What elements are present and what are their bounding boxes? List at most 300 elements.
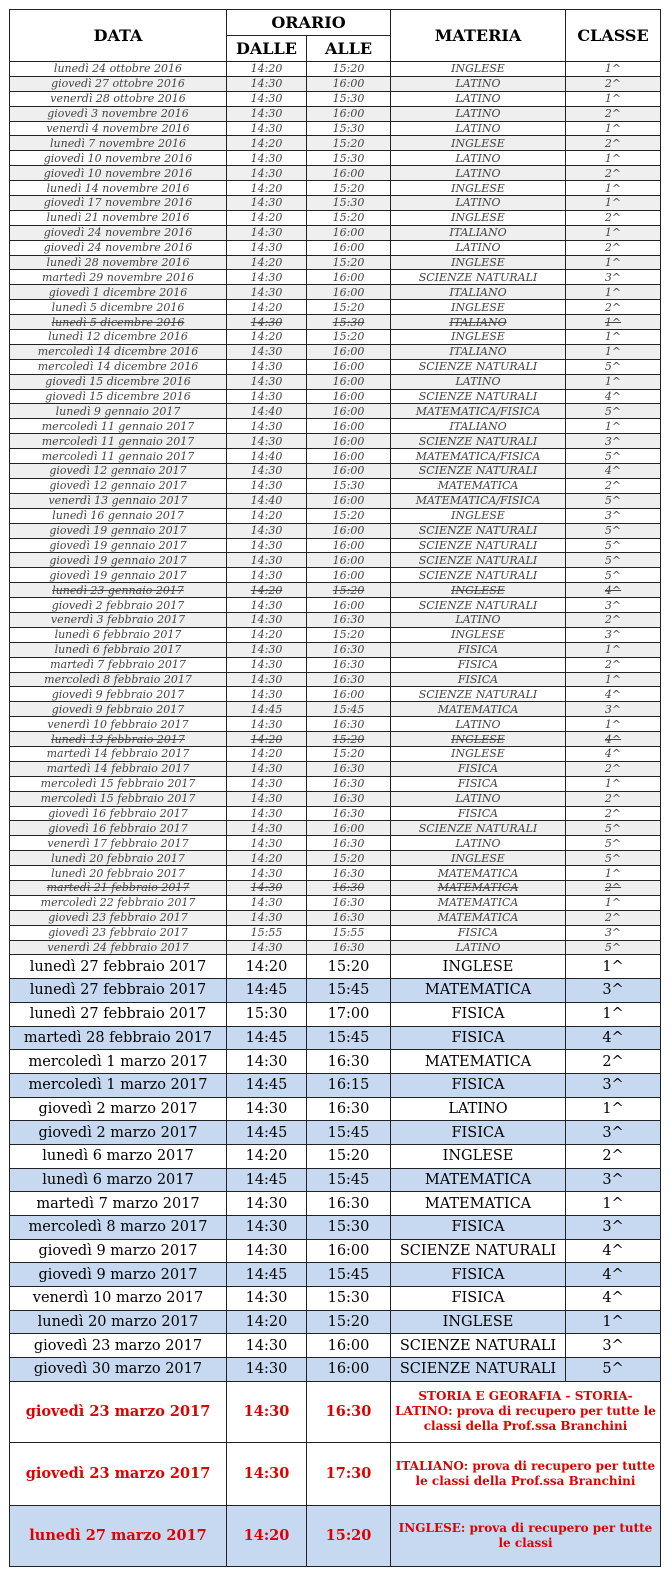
table-row-past bbox=[10, 166, 661, 181]
cell-dalle: 14:30 bbox=[227, 1216, 307, 1240]
cell-materia: LATINO bbox=[391, 791, 566, 806]
cell-alle: 16:00 bbox=[307, 434, 391, 449]
table-row-past bbox=[10, 434, 661, 449]
table-row-past bbox=[10, 657, 661, 672]
cell-dalle: 14:30 bbox=[227, 806, 307, 821]
cell-materia: INGLESE bbox=[391, 1144, 566, 1168]
cell-dalle: 14:20 bbox=[227, 1144, 307, 1168]
table-row-past bbox=[10, 91, 661, 106]
cell-classe: 2^ bbox=[566, 880, 661, 895]
cell-data: mercoledì 1 marzo 2017 bbox=[10, 1073, 227, 1097]
cell-materia: MATEMATICA bbox=[391, 702, 566, 717]
cell-dalle: 14:40 bbox=[227, 449, 307, 464]
cell-classe: 1^ bbox=[566, 62, 661, 77]
table-row-past bbox=[10, 181, 661, 196]
cell-data: mercoledì 11 gennaio 2017 bbox=[10, 419, 227, 434]
table-row-past bbox=[10, 389, 661, 404]
cell-dalle: 14:30 bbox=[227, 285, 307, 300]
cell-data: lunedì 16 gennaio 2017 bbox=[10, 508, 227, 523]
cell-classe: 3^ bbox=[566, 925, 661, 940]
cell-dalle: 14:20 bbox=[227, 62, 307, 77]
cell-alle: 16:00 bbox=[307, 493, 391, 508]
cell-alle: 15:30 bbox=[307, 91, 391, 106]
table-row-past bbox=[10, 866, 661, 881]
cell-classe: 2^ bbox=[566, 478, 661, 493]
table-row-past bbox=[10, 895, 661, 910]
cell-materia: SCIENZE NATURALI bbox=[391, 464, 566, 479]
cell-data: lunedì 28 novembre 2016 bbox=[10, 255, 227, 270]
cell-classe: 3^ bbox=[566, 434, 661, 449]
cell-alle: 16:30 bbox=[307, 672, 391, 687]
cell-classe: 1^ bbox=[566, 419, 661, 434]
cell-classe: 2^ bbox=[566, 166, 661, 181]
cell-data: giovedì 19 gennaio 2017 bbox=[10, 523, 227, 538]
cell-dalle: 14:30 bbox=[227, 1192, 307, 1216]
cell-data: giovedì 30 marzo 2017 bbox=[10, 1358, 227, 1382]
cell-dalle: 14:30 bbox=[227, 121, 307, 136]
cell-alle: 16:30 bbox=[307, 806, 391, 821]
table-row-past bbox=[10, 836, 661, 851]
cell-alle: 15:45 bbox=[307, 702, 391, 717]
cell-classe: 1^ bbox=[566, 1097, 661, 1121]
cell-data: mercoledì 14 dicembre 2016 bbox=[10, 359, 227, 374]
cell-alle: 16:00 bbox=[307, 359, 391, 374]
cell-dalle: 14:30 bbox=[227, 642, 307, 657]
column-header-orario: ORARIO bbox=[227, 10, 391, 36]
column-header-dalle: DALLE bbox=[227, 36, 307, 62]
cell-dalle: 14:30 bbox=[227, 464, 307, 479]
cell-alle: 16:00 bbox=[307, 374, 391, 389]
cell-dalle: 14:30 bbox=[227, 315, 307, 330]
cell-dalle: 14:20 bbox=[227, 1505, 307, 1566]
cell-data: venerdì 24 febbraio 2017 bbox=[10, 940, 227, 955]
cell-materia: ITALIANO bbox=[391, 285, 566, 300]
cell-alle: 15:20 bbox=[307, 181, 391, 196]
cell-classe: 5^ bbox=[566, 404, 661, 419]
table-row-past bbox=[10, 374, 661, 389]
cell-dalle: 14:30 bbox=[227, 940, 307, 955]
cell-alle: 16:00 bbox=[307, 821, 391, 836]
table-row-past bbox=[10, 285, 661, 300]
cell-alle: 15:20 bbox=[307, 732, 391, 747]
cell-data: martedì 21 febbraio 2017 bbox=[10, 880, 227, 895]
cell-data: giovedì 2 marzo 2017 bbox=[10, 1121, 227, 1145]
cell-dalle: 14:30 bbox=[227, 821, 307, 836]
table-row bbox=[10, 1310, 661, 1334]
cell-materia: LATINO bbox=[391, 836, 566, 851]
cell-materia: MATEMATICA/FISICA bbox=[391, 493, 566, 508]
cell-dalle: 14:30 bbox=[227, 880, 307, 895]
column-header-data: DATA bbox=[10, 10, 227, 62]
cell-data: lunedì 6 marzo 2017 bbox=[10, 1144, 227, 1168]
cell-dalle: 14:20 bbox=[227, 330, 307, 345]
cell-dalle: 14:30 bbox=[227, 389, 307, 404]
cell-dalle: 14:30 bbox=[227, 151, 307, 166]
cell-data: giovedì 23 marzo 2017 bbox=[10, 1334, 227, 1358]
cell-alle: 16:30 bbox=[307, 791, 391, 806]
cell-data: giovedì 23 febbraio 2017 bbox=[10, 925, 227, 940]
cell-data: lunedì 20 febbraio 2017 bbox=[10, 851, 227, 866]
table-row-past bbox=[10, 538, 661, 553]
cell-materia: SCIENZE NATURALI bbox=[391, 821, 566, 836]
table-row-past bbox=[10, 910, 661, 925]
cell-dalle: 14:30 bbox=[227, 895, 307, 910]
cell-classe: 5^ bbox=[566, 836, 661, 851]
cell-dalle: 14:30 bbox=[227, 1287, 307, 1311]
cell-data: lunedì 13 febbraio 2017 bbox=[10, 732, 227, 747]
table-row bbox=[10, 1192, 661, 1216]
table-row bbox=[10, 1026, 661, 1050]
cell-data: lunedì 27 marzo 2017 bbox=[10, 1505, 227, 1566]
cell-materia: INGLESE bbox=[391, 746, 566, 761]
cell-data: giovedì 2 febbraio 2017 bbox=[10, 598, 227, 613]
cell-alle: 16:30 bbox=[307, 717, 391, 732]
cell-data: giovedì 19 gennaio 2017 bbox=[10, 553, 227, 568]
cell-data: martedì 7 marzo 2017 bbox=[10, 1192, 227, 1216]
cell-materia: MATEMATICA bbox=[391, 866, 566, 881]
cell-dalle: 14:45 bbox=[227, 1263, 307, 1287]
cell-dalle: 14:30 bbox=[227, 836, 307, 851]
table-row-past bbox=[10, 642, 661, 657]
cell-data: giovedì 10 novembre 2016 bbox=[10, 151, 227, 166]
cell-alle: 15:20 bbox=[307, 1144, 391, 1168]
cell-dalle: 14:45 bbox=[227, 1073, 307, 1097]
table-header bbox=[10, 10, 661, 62]
cell-dalle: 14:20 bbox=[227, 732, 307, 747]
table-row-cancelled bbox=[10, 880, 661, 895]
cell-dalle: 14:30 bbox=[227, 761, 307, 776]
cell-alle: 15:20 bbox=[307, 627, 391, 642]
cell-classe: 5^ bbox=[566, 449, 661, 464]
cell-classe: 3^ bbox=[566, 1168, 661, 1192]
cell-materia: FISICA bbox=[391, 1002, 566, 1026]
cell-dalle: 15:55 bbox=[227, 925, 307, 940]
table-row-past bbox=[10, 851, 661, 866]
table-row-past bbox=[10, 508, 661, 523]
table-row-past bbox=[10, 598, 661, 613]
cell-data: mercoledì 11 gennaio 2017 bbox=[10, 449, 227, 464]
cell-dalle: 14:30 bbox=[227, 687, 307, 702]
schedule-document bbox=[9, 9, 661, 1567]
cell-materia: INGLESE bbox=[391, 508, 566, 523]
schedule-table bbox=[9, 9, 661, 1567]
table-row-past bbox=[10, 925, 661, 940]
table-row-recovery-exam bbox=[10, 1381, 661, 1442]
cell-classe: 2^ bbox=[566, 76, 661, 91]
cell-alle: 16:30 bbox=[307, 1192, 391, 1216]
cell-classe: 1^ bbox=[566, 672, 661, 687]
cell-materia: ITALIANO bbox=[391, 419, 566, 434]
cell-data: giovedì 16 febbraio 2017 bbox=[10, 806, 227, 821]
table-row-past bbox=[10, 344, 661, 359]
table-row-past bbox=[10, 196, 661, 211]
cell-data: giovedì 1 dicembre 2016 bbox=[10, 285, 227, 300]
table-row-recovery-exam bbox=[10, 1505, 661, 1566]
cell-alle: 15:20 bbox=[307, 1310, 391, 1334]
cell-classe: 3^ bbox=[566, 1334, 661, 1358]
cell-classe: 3^ bbox=[566, 270, 661, 285]
cell-alle: 16:00 bbox=[307, 166, 391, 181]
cell-alle: 15:20 bbox=[307, 746, 391, 761]
cell-classe: 1^ bbox=[566, 1192, 661, 1216]
cell-materia: SCIENZE NATURALI bbox=[391, 389, 566, 404]
cell-alle: 16:00 bbox=[307, 1334, 391, 1358]
table-row-past bbox=[10, 121, 661, 136]
cell-dalle: 14:20 bbox=[227, 210, 307, 225]
cell-alle: 15:20 bbox=[307, 1505, 391, 1566]
cell-materia: INGLESE bbox=[391, 955, 566, 979]
cell-alle: 15:30 bbox=[307, 478, 391, 493]
table-row-past bbox=[10, 255, 661, 270]
table-row bbox=[10, 1263, 661, 1287]
cell-dalle: 14:20 bbox=[227, 583, 307, 598]
cell-materia: MATEMATICA/FISICA bbox=[391, 404, 566, 419]
cell-data: lunedì 12 dicembre 2016 bbox=[10, 330, 227, 345]
cell-data: lunedì 21 novembre 2016 bbox=[10, 210, 227, 225]
cell-alle: 16:00 bbox=[307, 404, 391, 419]
cell-classe: 2^ bbox=[566, 240, 661, 255]
table-row-past bbox=[10, 330, 661, 345]
cell-alle: 15:30 bbox=[307, 151, 391, 166]
cell-classe: 1^ bbox=[566, 955, 661, 979]
cell-dalle: 14:30 bbox=[227, 612, 307, 627]
table-row-past bbox=[10, 806, 661, 821]
cell-classe: 4^ bbox=[566, 687, 661, 702]
table-body bbox=[10, 62, 661, 1567]
cell-data: martedì 14 febbraio 2017 bbox=[10, 746, 227, 761]
table-row-past bbox=[10, 791, 661, 806]
cell-alle: 16:15 bbox=[307, 1073, 391, 1097]
cell-data: mercoledì 8 marzo 2017 bbox=[10, 1216, 227, 1240]
cell-data: lunedì 9 gennaio 2017 bbox=[10, 404, 227, 419]
table-row-past bbox=[10, 76, 661, 91]
cell-dalle: 14:30 bbox=[227, 672, 307, 687]
cell-data: venerdì 28 ottobre 2016 bbox=[10, 91, 227, 106]
cell-materia: MATEMATICA bbox=[391, 1168, 566, 1192]
cell-data: lunedì 20 marzo 2017 bbox=[10, 1310, 227, 1334]
cell-classe: 4^ bbox=[566, 464, 661, 479]
cell-materia: LATINO bbox=[391, 166, 566, 181]
cell-classe: 1^ bbox=[566, 255, 661, 270]
cell-classe: 5^ bbox=[566, 553, 661, 568]
cell-alle: 16:30 bbox=[307, 880, 391, 895]
cell-data: giovedì 23 marzo 2017 bbox=[10, 1381, 227, 1442]
cell-alle: 16:30 bbox=[307, 612, 391, 627]
cell-data: lunedì 5 dicembre 2016 bbox=[10, 300, 227, 315]
cell-materia: INGLESE bbox=[391, 136, 566, 151]
cell-materia: FISICA bbox=[391, 806, 566, 821]
cell-materia: LATINO bbox=[391, 612, 566, 627]
cell-classe: 5^ bbox=[566, 851, 661, 866]
cell-alle: 16:00 bbox=[307, 553, 391, 568]
cell-data: giovedì 2 marzo 2017 bbox=[10, 1097, 227, 1121]
cell-dalle: 14:30 bbox=[227, 523, 307, 538]
cell-data: giovedì 9 febbraio 2017 bbox=[10, 702, 227, 717]
table-row-past bbox=[10, 240, 661, 255]
cell-materia: INGLESE bbox=[391, 181, 566, 196]
cell-alle: 15:20 bbox=[307, 508, 391, 523]
cell-classe: 3^ bbox=[566, 1121, 661, 1145]
cell-dalle: 14:30 bbox=[227, 1334, 307, 1358]
column-header-classe: CLASSE bbox=[566, 10, 661, 62]
cell-alle: 15:45 bbox=[307, 1026, 391, 1050]
cell-dalle: 14:20 bbox=[227, 627, 307, 642]
table-row-past bbox=[10, 478, 661, 493]
cell-alle: 15:45 bbox=[307, 979, 391, 1003]
cell-materia: FISICA bbox=[391, 1073, 566, 1097]
cell-materia: INGLESE bbox=[391, 583, 566, 598]
cell-alle: 16:00 bbox=[307, 464, 391, 479]
cell-classe: 5^ bbox=[566, 493, 661, 508]
cell-classe: 2^ bbox=[566, 806, 661, 821]
cell-data: lunedì 27 febbraio 2017 bbox=[10, 1002, 227, 1026]
cell-data: lunedì 23 gennaio 2017 bbox=[10, 583, 227, 598]
table-row-past bbox=[10, 62, 661, 77]
cell-data: mercoledì 1 marzo 2017 bbox=[10, 1050, 227, 1074]
table-row-past bbox=[10, 553, 661, 568]
cell-dalle: 14:30 bbox=[227, 166, 307, 181]
cell-alle: 16:00 bbox=[307, 538, 391, 553]
cell-alle: 16:00 bbox=[307, 449, 391, 464]
cell-dalle: 14:30 bbox=[227, 359, 307, 374]
cell-classe: 3^ bbox=[566, 627, 661, 642]
cell-alle: 16:30 bbox=[307, 866, 391, 881]
cell-dalle: 14:30 bbox=[227, 1358, 307, 1382]
cell-data: giovedì 9 marzo 2017 bbox=[10, 1239, 227, 1263]
cell-dalle: 14:45 bbox=[227, 702, 307, 717]
cell-materia: FISICA bbox=[391, 1216, 566, 1240]
cell-materia: FISICA bbox=[391, 642, 566, 657]
cell-materia: SCIENZE NATURALI bbox=[391, 1334, 566, 1358]
cell-materia: ITALIANO bbox=[391, 344, 566, 359]
cell-dalle: 14:30 bbox=[227, 553, 307, 568]
cell-alle: 16:00 bbox=[307, 687, 391, 702]
cell-alle: 16:00 bbox=[307, 523, 391, 538]
table-row bbox=[10, 1073, 661, 1097]
cell-dalle: 14:30 bbox=[227, 910, 307, 925]
cell-classe: 4^ bbox=[566, 1263, 661, 1287]
cell-materia: SCIENZE NATURALI bbox=[391, 568, 566, 583]
table-row bbox=[10, 1287, 661, 1311]
cell-classe: 1^ bbox=[566, 344, 661, 359]
table-row bbox=[10, 1168, 661, 1192]
cell-data: giovedì 15 dicembre 2016 bbox=[10, 389, 227, 404]
cell-alle: 15:30 bbox=[307, 196, 391, 211]
table-row-past bbox=[10, 464, 661, 479]
cell-classe: 2^ bbox=[566, 1144, 661, 1168]
cell-dalle: 14:30 bbox=[227, 478, 307, 493]
cell-dalle: 14:45 bbox=[227, 1168, 307, 1192]
table-row-past bbox=[10, 106, 661, 121]
cell-data: lunedì 27 febbraio 2017 bbox=[10, 955, 227, 979]
cell-classe: 1^ bbox=[566, 121, 661, 136]
table-row bbox=[10, 1216, 661, 1240]
cell-data: martedì 28 febbraio 2017 bbox=[10, 1026, 227, 1050]
cell-data: mercoledì 8 febbraio 2017 bbox=[10, 672, 227, 687]
cell-alle: 17:30 bbox=[307, 1442, 391, 1505]
cell-dalle: 14:45 bbox=[227, 979, 307, 1003]
cell-data: giovedì 10 novembre 2016 bbox=[10, 166, 227, 181]
cell-dalle: 14:20 bbox=[227, 508, 307, 523]
cell-classe: 3^ bbox=[566, 1073, 661, 1097]
cell-materia: LATINO bbox=[391, 196, 566, 211]
cell-dalle: 14:30 bbox=[227, 196, 307, 211]
cell-materia: LATINO bbox=[391, 121, 566, 136]
cell-dalle: 14:30 bbox=[227, 538, 307, 553]
cell-dalle: 14:30 bbox=[227, 1442, 307, 1505]
cell-alle: 16:00 bbox=[307, 389, 391, 404]
cell-data: lunedì 6 febbraio 2017 bbox=[10, 627, 227, 642]
cell-dalle: 14:30 bbox=[227, 717, 307, 732]
table-row-past bbox=[10, 702, 661, 717]
table-row bbox=[10, 1097, 661, 1121]
cell-alle: 16:00 bbox=[307, 1358, 391, 1382]
table-row-past bbox=[10, 687, 661, 702]
table-row-past bbox=[10, 449, 661, 464]
cell-data: venerdì 13 gennaio 2017 bbox=[10, 493, 227, 508]
cell-dalle: 14:45 bbox=[227, 1026, 307, 1050]
cell-classe: 1^ bbox=[566, 374, 661, 389]
table-row-past bbox=[10, 523, 661, 538]
cell-materia: SCIENZE NATURALI bbox=[391, 359, 566, 374]
cell-classe: 1^ bbox=[566, 91, 661, 106]
table-row bbox=[10, 1334, 661, 1358]
cell-dalle: 14:30 bbox=[227, 76, 307, 91]
cell-dalle: 14:30 bbox=[227, 1050, 307, 1074]
cell-materia: FISICA bbox=[391, 1287, 566, 1311]
table-row-past bbox=[10, 493, 661, 508]
cell-alle: 16:30 bbox=[307, 836, 391, 851]
cell-data: giovedì 24 novembre 2016 bbox=[10, 240, 227, 255]
cell-alle: 16:00 bbox=[307, 568, 391, 583]
cell-data: venerdì 3 febbraio 2017 bbox=[10, 612, 227, 627]
cell-classe: 2^ bbox=[566, 761, 661, 776]
cell-dalle: 14:30 bbox=[227, 419, 307, 434]
cell-alle: 15:20 bbox=[307, 955, 391, 979]
cell-dalle: 14:30 bbox=[227, 91, 307, 106]
table-row-past bbox=[10, 300, 661, 315]
cell-materia: LATINO bbox=[391, 717, 566, 732]
cell-alle: 16:30 bbox=[307, 761, 391, 776]
cell-materia: SCIENZE NATURALI bbox=[391, 553, 566, 568]
cell-classe: 2^ bbox=[566, 657, 661, 672]
cell-classe: 5^ bbox=[566, 538, 661, 553]
cell-classe: 4^ bbox=[566, 732, 661, 747]
cell-materia: MATEMATICA bbox=[391, 1050, 566, 1074]
cell-alle: 15:30 bbox=[307, 1216, 391, 1240]
cell-dalle: 14:40 bbox=[227, 404, 307, 419]
cell-data: lunedì 7 novembre 2016 bbox=[10, 136, 227, 151]
cell-materia: FISICA bbox=[391, 761, 566, 776]
cell-dalle: 14:20 bbox=[227, 955, 307, 979]
cell-data: mercoledì 11 gennaio 2017 bbox=[10, 434, 227, 449]
table-row-past bbox=[10, 568, 661, 583]
cell-classe: 2^ bbox=[566, 106, 661, 121]
cell-materia: INGLESE bbox=[391, 330, 566, 345]
cell-classe: 4^ bbox=[566, 1239, 661, 1263]
cell-classe: 2^ bbox=[566, 1050, 661, 1074]
cell-materia: MATEMATICA bbox=[391, 880, 566, 895]
cell-materia: LATINO bbox=[391, 940, 566, 955]
cell-data: venerdì 10 febbraio 2017 bbox=[10, 717, 227, 732]
cell-dalle: 14:20 bbox=[227, 746, 307, 761]
cell-alle: 16:00 bbox=[307, 344, 391, 359]
cell-data: giovedì 12 gennaio 2017 bbox=[10, 464, 227, 479]
cell-materia: SCIENZE NATURALI bbox=[391, 538, 566, 553]
table-row bbox=[10, 1239, 661, 1263]
cell-materia: MATEMATICA bbox=[391, 910, 566, 925]
cell-data: lunedì 6 marzo 2017 bbox=[10, 1168, 227, 1192]
